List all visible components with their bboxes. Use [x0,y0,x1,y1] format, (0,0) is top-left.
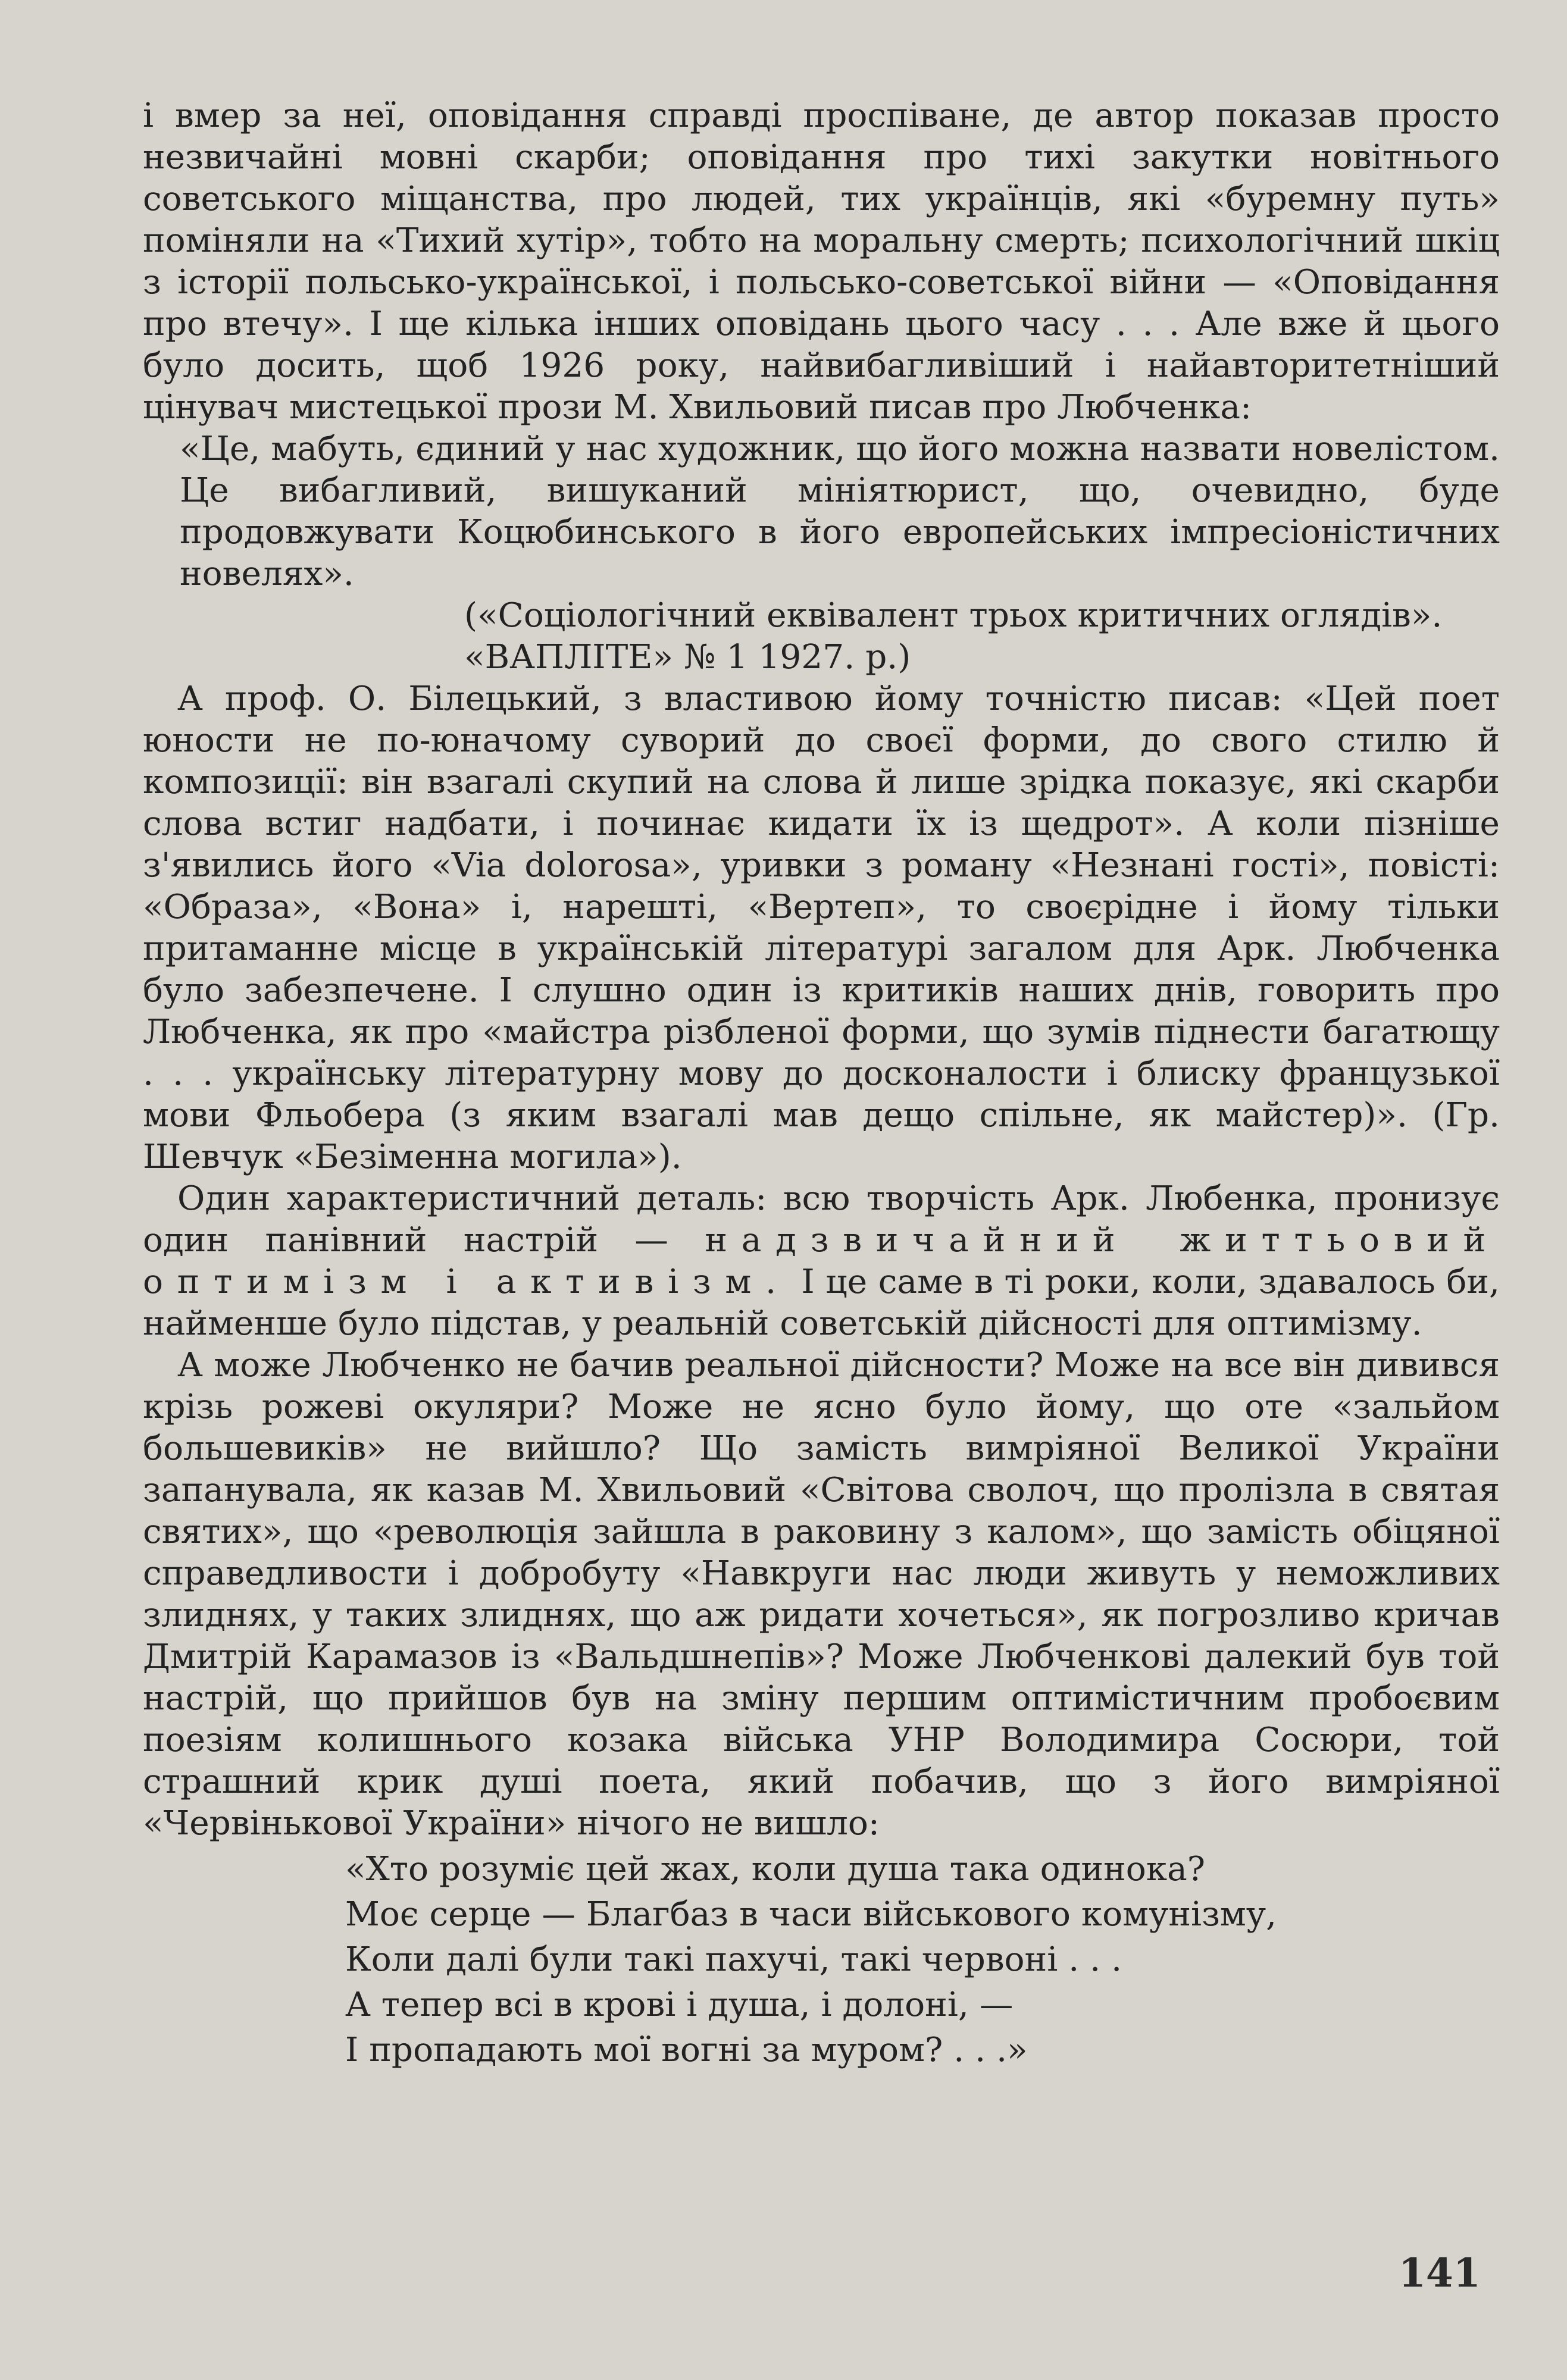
poem-quote [345,1847,1500,2073]
poem-line: А тепер всі в крові і душа, і долоні, — [345,1986,1014,2024]
emphasis-text: надзвичайний життьовий оптимізм і активізм. [143,1221,1500,1301]
page-number: 141 [1399,2250,1481,2296]
paragraph-characteristic-start: Один характеристичний деталь: всю творчість Арк. Любенка, пронизує один панівний настрій — [143,1179,1500,1260]
quote-citation-line-2: «ВАПЛІТЕ» № 1 1927. р.) [464,638,911,677]
poem-line: «Хто розуміє цей жах, коли душа така одинока? [345,1850,1206,1889]
text-block [143,95,1500,2073]
poem-line: Коли далі були такі пахучі, такі червоні . . . [345,1940,1122,1979]
paragraph-continued: і вмер за неї, оповідання справді проспіване, де автор показав просто незвичайні мовні скарби; оповідання про тихі закутки новітнього советського міщанства, про людей, тих українців, які «буремну путь» поміняли на «Тихий хутір», тобто на моральну смерть; психологічний шкіц з історії польсько-української, і польсько-советської війни — «Оповідання про втечу». І ще кілька інших оповідань цього часу . . . Але вже й цього було досить, щоб 1926 року, найвибагливіший і найавторитетніший цінувач мистецької прози М. Хвильовий писав про Любченка: [143,96,1500,427]
paragraph-characteristic-end: І це саме в ті роки, коли, здавалось би, найменше було підстав, у реальній советській дійсності для оптимізму. [143,1263,1500,1343]
quote-citation-line-1: («Соціологічний еквівалент трьох критичних оглядів». [464,596,1443,635]
paragraph-characteristic [143,1178,1500,1345]
poem-line: І пропадають мої вогні за муром? . . .» [345,2031,1028,2069]
block-quote: «Це, мабуть, єдиний у нас художник, що його можна назвати новелістом. Це вибагливий, вишуканий мініятюрист, що, очевидно, буде продовжувати Коцюбинського в його европейських імпресіоністичних новелях». [180,430,1500,593]
paragraph-biletsky: А проф. О. Білецький, з властивою йому точністю писав: «Цей поет юности не по-юначому суворий до своєї форми, до свого стилю й композиції: він взагалі скупий на слова й лише зрідка показує, які скарби слова встиг надбати, і починає кидати їх із щедрот». А коли пізніше з'явились його «Via dolorosa», уривки з роману «Незнані гості», повісті: «Образа», «Вона» і, нарешті, «Вертеп», то своєрідне і йому тільки притаманне місце в українській літературі загалом для Арк. Любченка було забезпечене. І слушно один із критиків наших днів, говорить про Любченка, як про «майстра різбленої форми, що зумів піднести багатющу . . . українську літературну мову до досконалости і блиску французької мови Фльобера (з яким взагалі мав дещо спільне, як майстер)». (Гр. Шевчук «Безіменна могила»). [143,679,1500,1176]
paragraph-reality: А може Любченко не бачив реальної дійсности? Може на все він дивився крізь рожеві окуляри? Може не ясно було йому, що оте «зальйом большевиків» не вийшло? Що замість вимріяної Великої України запанувала, як казав М. Хвильовий «Світова сволоч, що пролізла в святая святих», що «революція зайшла в раковину з калом», що замість обіцяної справедливости і добробуту «Навкруги нас люди живуть у неможливих злиднях, у таких злиднях, що аж ридати хочеться», як погрозливо кричав Дмитрій Карамазов із «Вальдшнепів»? Може Любченкові далекий був той настрій, що прийшов був на зміну першим оптимістичним пробоєвим поезіям колишнього козака війська УНР Володимира Сосюри, той страшний крик душі поета, який побачив, що з його вимріяної «Червінькової України» нічого не вишло: [143,1346,1500,1843]
poem-line: Моє серце — Благбаз в часи військового комунізму, [345,1895,1277,1934]
